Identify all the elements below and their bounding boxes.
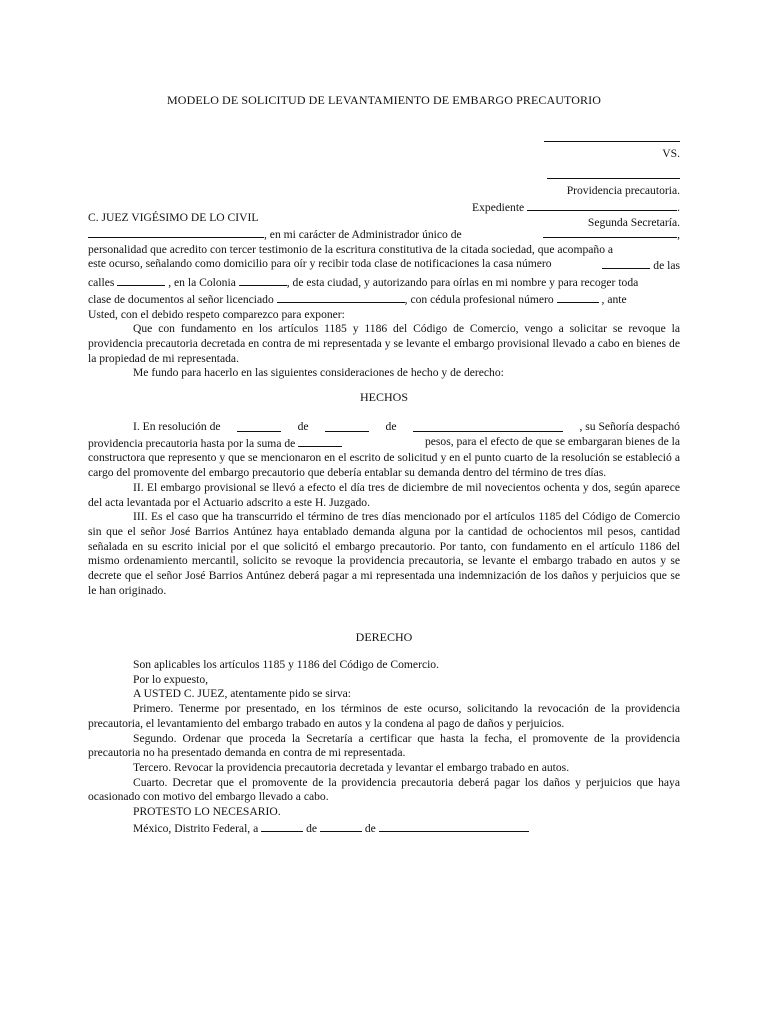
petition-cuarto: Cuarto. Decretar que el promovente de la providencia precautoria deberá pagar los daños y perjuicios que haya ocasionado con motivo del embargo llevado a cabo. bbox=[88, 775, 680, 804]
blank-line bbox=[527, 199, 677, 211]
petition-segundo: Segundo. Ordenar que proceda la Secretaría a certificar que hasta la fecha, el promovente de la providencia precautoria no ha presentado demanda en contra de mi representada. bbox=[88, 731, 680, 760]
blank-line bbox=[547, 167, 680, 179]
hecho-3: III. Es el caso que ha transcurrido el término de tres días mencionado por el artículos 1185 del Código de Comercio sin que el señor José Barrios Antúnez haya entablado demanda alguna por la cantidad de ochocientos mil pesos, cantidad señalada en su escrito inicial por el que solicitó el embargo precautorio. Por tanto, con fundamento en el artículo 1186 del mismo ordenamiento mercantil, solicito se revoque la providencia precautoria, se levante el embargo trabado en autos y se decrete que el señor José Barrios Antúnez deberá pagar a mi representada una indemnización de los daños y perjuicios que se le han originado. bbox=[88, 510, 680, 597]
request-paragraph: Que con fundamento en los artículos 1185 y 1186 del Código de Comercio, vengo a solicitar se revoque la providencia precautoria decretada en contra de mi representada y se levante el embargo provisional llevado a cabo en bienes de la propiedad de mi representada. bbox=[88, 322, 680, 365]
intro-text: de las bbox=[653, 259, 680, 273]
blank-line bbox=[298, 435, 342, 447]
caption-expediente: Expediente bbox=[472, 200, 525, 214]
a-usted: A USTED C. JUEZ, atentamente pido se sirva: bbox=[133, 687, 351, 701]
caption-block: VS. Providencia precautoria. Expediente . Segunda Secretaría. bbox=[472, 130, 680, 230]
intro-paragraph bbox=[88, 226, 680, 381]
blank-line bbox=[277, 291, 405, 303]
blank-line bbox=[261, 820, 303, 832]
intro-text: , en la Colonia bbox=[168, 276, 236, 290]
intro-text: , con cédula profesional número bbox=[404, 292, 554, 306]
caption-providencia: Providencia precautoria. bbox=[566, 184, 680, 198]
hecho-text: , su Señoría despachó bbox=[579, 420, 680, 433]
hecho-text: de bbox=[385, 420, 397, 433]
blank-line bbox=[325, 420, 369, 432]
blank-line bbox=[543, 226, 677, 238]
intro-text: , de esta ciudad, y autorizando para oírlas en mi nombre y para recoger toda bbox=[286, 276, 639, 290]
intro-text: , bbox=[677, 228, 680, 241]
hecho-1-rest: constructora que represento y que se mencionaron en el escrito de solicitud y en el punto cuarto de la resolución se estableció a cargo del promovente del embargo precautorio que debería entablar su demanda dentro del término de tres días. bbox=[88, 451, 680, 480]
caption-vs: VS. bbox=[662, 146, 680, 160]
hecho-text: pesos, para el efecto de que se embargaran bienes de la bbox=[424, 434, 680, 448]
intro-text: personalidad que acredito con tercer testimonio de la escritura constitutiva de la citada sociedad, que acompaño a bbox=[88, 242, 614, 256]
blank-line bbox=[117, 274, 165, 286]
por-lo-expuesto: Por lo expuesto, bbox=[133, 672, 209, 686]
intro-text: Usted, con el debido respeto comparezco para exponer: bbox=[88, 307, 345, 321]
petition-primero: Primero. Tenerme por presentado, en los términos de este ocurso, solicitando la revocación de la providencia precautoria, el levantamiento del embargo trabado en autos y la condena al pago de daños y perjuicios. bbox=[88, 702, 680, 730]
derecho-section bbox=[88, 658, 680, 836]
fecha-text: México, Distrito Federal, a bbox=[133, 821, 259, 835]
blank-line bbox=[239, 274, 287, 286]
addressee bbox=[88, 211, 680, 226]
caption-secretaria: Segunda Secretaría. bbox=[587, 215, 680, 229]
intro-text: este ocurso, señalando como domicilio para oír y recibir toda clase de notificaciones la casa número bbox=[88, 257, 552, 271]
hecho-text: providencia precautoria hasta por la suma de bbox=[88, 436, 296, 450]
intro-text: , ante bbox=[601, 292, 627, 306]
blank-line bbox=[88, 226, 264, 238]
blank-line bbox=[413, 420, 563, 432]
protesto: PROTESTO LO NECESARIO. bbox=[133, 805, 281, 819]
blank-line bbox=[544, 130, 680, 142]
blank-line bbox=[237, 420, 281, 432]
blank-line bbox=[320, 820, 362, 832]
intro-text: clase de documentos al señor licenciado bbox=[88, 292, 274, 306]
blank-line bbox=[557, 291, 599, 303]
blank-line bbox=[379, 820, 529, 832]
fundo-paragraph: Me fundo para hacerlo en las siguientes consideraciones de hecho y de derecho: bbox=[133, 366, 504, 380]
addressee-text: C. JUEZ VIGÉSIMO DE LO CIVIL bbox=[88, 211, 259, 224]
blank-line bbox=[602, 257, 650, 269]
intro-text: , en mi carácter de Administrador único de bbox=[264, 228, 462, 241]
petition-tercero: Tercero. Revocar la providencia precautoria decretada y levantar el embargo trabado en autos. bbox=[133, 760, 570, 774]
fecha-text: de bbox=[364, 821, 376, 835]
derecho-text: Son aplicables los artículos 1185 y 1186 del Código de Comercio. bbox=[133, 658, 440, 671]
hecho-2: II. El embargo provisional se llevó a efecto el día tres de diciembre de mil novecientos ochenta y dos, según aparece del acta levantada por el Actuario adscrito a este H. Juzgado. bbox=[88, 480, 680, 509]
hechos-heading: HECHOS bbox=[359, 390, 408, 404]
derecho-heading: DERECHO bbox=[355, 630, 413, 644]
hechos-section bbox=[88, 420, 680, 598]
intro-text: calles bbox=[88, 276, 115, 290]
hecho-text: de bbox=[297, 420, 309, 433]
document-title: MODELO DE SOLICITUD DE LEVANTAMIENTO DE EMBARGO PRECAUTORIO bbox=[167, 93, 601, 107]
fecha-text: de bbox=[306, 821, 318, 835]
hecho-text: I. En resolución de bbox=[133, 420, 221, 433]
